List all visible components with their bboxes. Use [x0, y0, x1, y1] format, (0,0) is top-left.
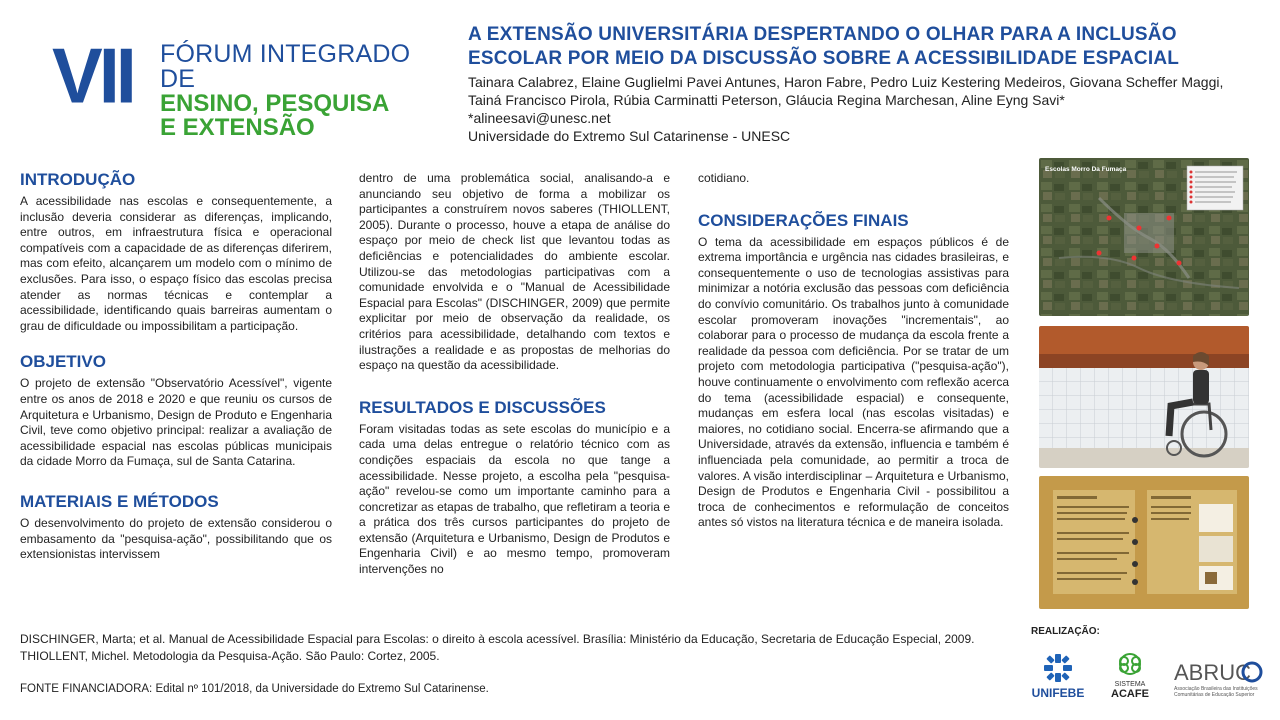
logo-line-3: E EXTENSÃO: [160, 114, 315, 141]
unifebe-name: UNIFEBE: [1031, 686, 1085, 700]
heading-consideracoes: CONSIDERAÇÕES FINAIS: [698, 210, 909, 230]
acafe-logo: [1104, 652, 1156, 705]
report-board-graphic: [1039, 476, 1249, 609]
acafe-top: SISTEMA: [1114, 681, 1146, 688]
abruc-icon: [1168, 652, 1268, 702]
text-metodos-cont: dentro de uma problemática social, analisando-a e anunciando seu objetivo de forma a mobilizar os participantes a construírem novos saberes (THIOLLENT, 2005). Durante o processo, houve a etapa de análise do espaço por meio de check list que levantou todas as deficiências e potencialidades do ambiente escolar. Utilizou-se das metodologias participativas com a comunidade envolvida e o "Manual de Acessibilidade Espacial para Escolas" (DISCHINGER, 2009) que permite explicitar por meio de observação da realidade, os critérios para acessibilidade, detalhando com textos e ilustrações a realidade e as propostas de melhorias do espaço na questão da acessibilidade.: [359, 171, 670, 373]
logo-line-2: ENSINO, PESQUISA: [160, 90, 390, 117]
event-logo: [52, 33, 412, 141]
logo-text: [160, 42, 412, 140]
references: [20, 631, 974, 665]
text-resultados: Foram visitadas todas as sete escolas do município e a cada uma delas entregue o relatório técnico com as condições espaciais da escola no que tange a acessibilidade. Nesse projeto, a escolha pela "pesquisa-ação" revelou-se como um importante caminho para a concretizar as etapas de trabalho, que refletiram a teoria e a prática dos três cursos participantes do projeto de extensão (Arquitetura e Urbanismo, Design de Produtos e Engenharia Civil) e ao mesmo tempo, promoveram intervenções no: [359, 421, 670, 577]
map-title: Escolas Morro Da Fumaça: [1045, 166, 1127, 173]
text-objetivo: O projeto de extensão "Observatório Acessível", vigente entre os anos de 2018 e 2020 e que reuniu os cursos de Arquitetura e Urbanismo, Design de Produto e Engenharia Civil, teve como objetivo principal: realizar a avaliação de acessibilidade espacial nas escolas públicas municipais da cidade Morro da Fumaça, sul de Santa Catarina.: [20, 376, 332, 469]
unifebe-icon: [1026, 652, 1090, 700]
poster-title: [468, 23, 1258, 71]
poster-title-line-1: A EXTENSÃO UNIVERSITÁRIA DESPERTANDO O OLHAR PARA A INCLUSÃO: [468, 24, 1177, 45]
abruc-subtitle-1: Associação Brasileira das Instituições: [1174, 686, 1258, 692]
wheelchair-photo: [1039, 326, 1249, 468]
text-metodos-start: O desenvolvimento do projeto de extensão considerou o embasamento da "pesquisa-ação", possibilitando que os extensionistas intervissem: [20, 515, 332, 562]
text-resultados-cont: cotidiano.: [698, 171, 750, 185]
report-board-image: [1039, 476, 1249, 609]
satellite-map-image: [1039, 158, 1249, 316]
wheelchair-photo-graphic: [1039, 326, 1249, 468]
realizacao-label: REALIZAÇÃO:: [1031, 626, 1100, 637]
logo-line-1: FÓRUM INTEGRADO DE: [160, 40, 411, 93]
heading-introducao: INTRODUÇÃO: [20, 170, 136, 189]
heading-resultados: RESULTADOS E DISCUSSÕES: [359, 397, 606, 417]
logo-roman-numeral: VII: [52, 33, 133, 120]
column-1: [20, 170, 332, 563]
reference-item: DISCHINGER, Marta; et al. Manual de Acessibilidade Espacial para Escolas: o direito à escola acessível. Brasília: Ministério da Educação, Secretaria de Educação Especial, 2009.: [20, 632, 975, 646]
acafe-icon: [1104, 652, 1156, 700]
university: Universidade do Extremo Sul Catarinense - UNESC: [468, 128, 791, 144]
acafe-name: ACAFE: [1111, 688, 1149, 700]
abruc-subtitle-2: Comunitárias de Educação Superior: [1174, 692, 1255, 698]
authors: Tainara Calabrez, Elaine Guglielmi Pavei Antunes, Haron Fabre, Pedro Luiz Kestering Medeiros, Giovana Scheffer Maggi, Tainá Francisco Pirola, Rúbia Carminatti Peterson, Gláucia Regina Marchesan, Aline Eyng Savi*: [468, 74, 1224, 108]
abruc-name: ABRUC: [1174, 660, 1252, 685]
abruc-logo: [1168, 652, 1268, 707]
satellite-map-graphic: [1039, 158, 1249, 316]
unifebe-logo: [1026, 652, 1090, 705]
heading-metodos: MATERIAIS E MÉTODOS: [20, 491, 219, 511]
heading-objetivo: OBJETIVO: [20, 352, 106, 372]
text-introducao: A acessibilidade nas escolas e consequentemente, a inclusão deveria considerar as diferenças, implicando, entre outros, em infraestrutura física e operacional compatíveis com a capacidade de as diferenças diferirem, mas com efeito, alcançarem um modelo com o mínimo de exclusões. Para isso, o espaço físico das escolas precisa atender as normas técnicas e contemplar a acessibilidade, identificando quais barreiras aumentam o grau de dificuldade ou impossibilitam a participação.: [20, 194, 332, 333]
column-2: [359, 171, 670, 578]
text-consideracoes: O tema da acessibilidade em espaços públicos é de extrema importância e urgência nas cidades brasileiras, e consequentemente o uso de tecnologias assistivas para minimizar a notória exclusão das pessoas com deficiência do convívio comunitário. Os trabalhos junto à comunidade escolar promoveram inovações "incrementais", ao colaborar para o processo de mudança da escola frente a realidade da pessoa com deficiência. Por se tratar de um projeto com metodologia participativa ("pesquisa-ação"), houve continuamente o envolvimento com reflexão acerca do tema (acessibilidade espacial) e consequente, mudanças em esfera local (nas escolas visitadas) e maiores, no cotidiano social. Encerra-se afirmando que a Universidade, através da extensão, influencia e também é influenciada pela comunidade, ao permitir a troca de valores. A visão interdisciplinar – Arquitetura e Urbanismo, Design de Produtos e Engenharia Civil - possibilitou a troca de conhecimentos e reformulação de conceitos antes só vistos na literatura técnica e de maneira isolada.: [698, 234, 1009, 530]
funding-source: FONTE FINANCIADORA: Edital nº 101/2018, da Universidade do Extremo Sul Catarinense.: [20, 683, 489, 695]
reference-item: THIOLLENT, Michel. Metodologia da Pesquisa-Ação. São Paulo: Cortez, 2005.: [20, 649, 440, 663]
poster-header: [468, 23, 1258, 145]
column-3: [698, 171, 1009, 531]
poster-title-line-2: ESCOLAR POR MEIO DA DISCUSSÃO SOBRE A ACESSIBILIDADE ESPACIAL: [468, 48, 1180, 69]
contact-email: *alineesavi@unesc.net: [468, 110, 611, 126]
